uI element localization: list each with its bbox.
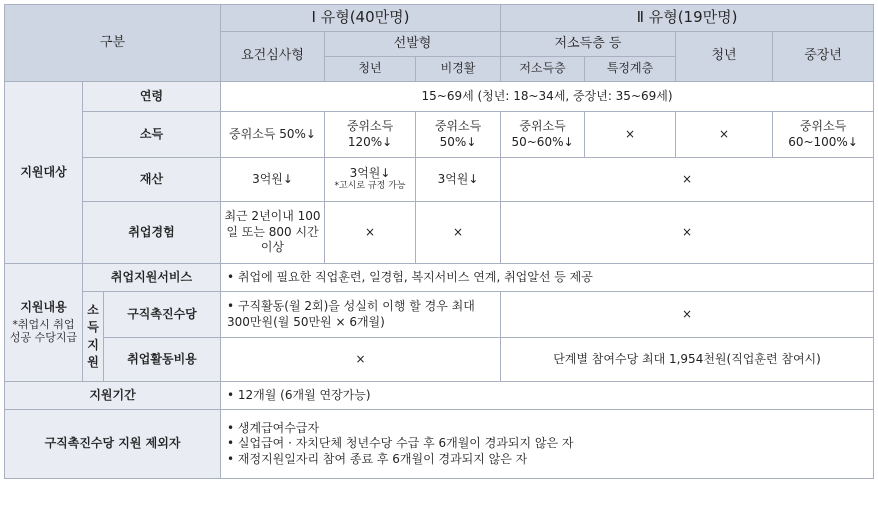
asset-cheongnyeon-note: *고시로 규정 가능: [334, 181, 406, 192]
header-yogeon: 요건심사형: [221, 32, 325, 82]
experience-cheongnyeon: ×: [325, 202, 416, 264]
income-teukjeong: ×: [585, 112, 676, 158]
period-value: • 12개월 (6개월 연장가능): [221, 382, 874, 410]
section-excluded: 구직촉진수당 지원 제외자: [5, 410, 221, 479]
header-teukjeong: 특정계층: [585, 57, 676, 82]
age-value: 15~69세 (청년: 18~34세, 중장년: 35~69세): [221, 82, 874, 112]
excluded-item-3: • 재정지원일자리 참여 종료 후 6개월이 경과되지 않은 자: [227, 451, 528, 466]
asset-cheongnyeon: 3억원↓: [349, 165, 391, 180]
experience-bigyeonghwal: ×: [416, 202, 501, 264]
income-bigyeonghwal: 중위소득 50%↓: [416, 112, 501, 158]
section-jiwon-daesang: 지원대상: [5, 82, 83, 264]
header-jungjangnyeon: 중장년: [773, 32, 874, 82]
support-table-wrapper: [4, 4, 874, 479]
employment-support-table: [4, 4, 874, 479]
experience-type2: ×: [501, 202, 874, 264]
excluded-item-2: • 실업급여 · 자치단체 청년수당 수급 후 6개월이 경과되지 않은 자: [227, 436, 574, 451]
header-gubun: 구분: [5, 5, 221, 82]
experience-yogeon: 최근 2년이내 100일 또는 800 시간 이상: [221, 202, 325, 264]
asset-yogeon: 3억원↓: [221, 158, 325, 202]
income-cheongnyeon: 중위소득 120%↓: [325, 112, 416, 158]
header-cheongnyeon-type1: 청년: [325, 57, 416, 82]
income-yogeon: 중위소득 50%↓: [221, 112, 325, 158]
asset-cheongnyeon-cell: [325, 158, 416, 202]
header-type2: Ⅱ 유형(19만명): [501, 5, 874, 32]
row-label-activity: 취업활동비용: [104, 338, 221, 382]
section-jiwon-gigan: 지원기간: [5, 382, 221, 410]
section-jiwon-naeyong-note: *취업시 취업성공 수당지급: [9, 317, 78, 345]
row-label-allowance: 구직촉진수당: [104, 292, 221, 338]
header-seonbal: 선발형: [325, 32, 501, 57]
service-value: • 취업에 필요한 직업훈련, 일경험, 복지서비스 연계, 취업알선 등 제공: [221, 264, 874, 292]
header-bigyeonghwal: 비경활: [416, 57, 501, 82]
allowance-type1: • 구직활동(월 2회)을 성실히 이행 할 경우 최대 300만원(월 50만원 × 6개월): [221, 292, 501, 338]
income-cheongnyeon-type2: ×: [676, 112, 773, 158]
header-type1: Ⅰ 유형(40만명): [221, 5, 501, 32]
row-label-asset: 재산: [83, 158, 221, 202]
income-jeosodeuk: 중위소득 50~60%↓: [501, 112, 585, 158]
allowance-type2: ×: [501, 292, 874, 338]
section-sodeuk-jiwon-cell: [83, 292, 104, 382]
row-label-income: 소득: [83, 112, 221, 158]
header-cheongnyeon-type2: 청년: [676, 32, 773, 82]
asset-bigyeonghwal: 3억원↓: [416, 158, 501, 202]
row-label-age: 연령: [83, 82, 221, 112]
activity-type1: ×: [221, 338, 501, 382]
excluded-list: [221, 410, 874, 479]
activity-type2: 단계별 참여수당 최대 1,954천원(직업훈련 참여시): [501, 338, 874, 382]
header-jeosodeukcheung: 저소득층: [501, 57, 585, 82]
income-jungjang: 중위소득 60~100%↓: [773, 112, 874, 158]
row-label-experience: 취업경험: [83, 202, 221, 264]
header-jeosodeuk-deung: 저소득층 등: [501, 32, 676, 57]
section-jiwon-naeyong-cell: [5, 264, 83, 382]
asset-type2: ×: [501, 158, 874, 202]
section-sodeuk-jiwon: 소득지원: [87, 302, 99, 369]
row-label-service: 취업지원서비스: [83, 264, 221, 292]
excluded-item-1: • 생계급여수급자: [227, 420, 320, 435]
section-jiwon-naeyong: 지원내용: [20, 299, 67, 314]
